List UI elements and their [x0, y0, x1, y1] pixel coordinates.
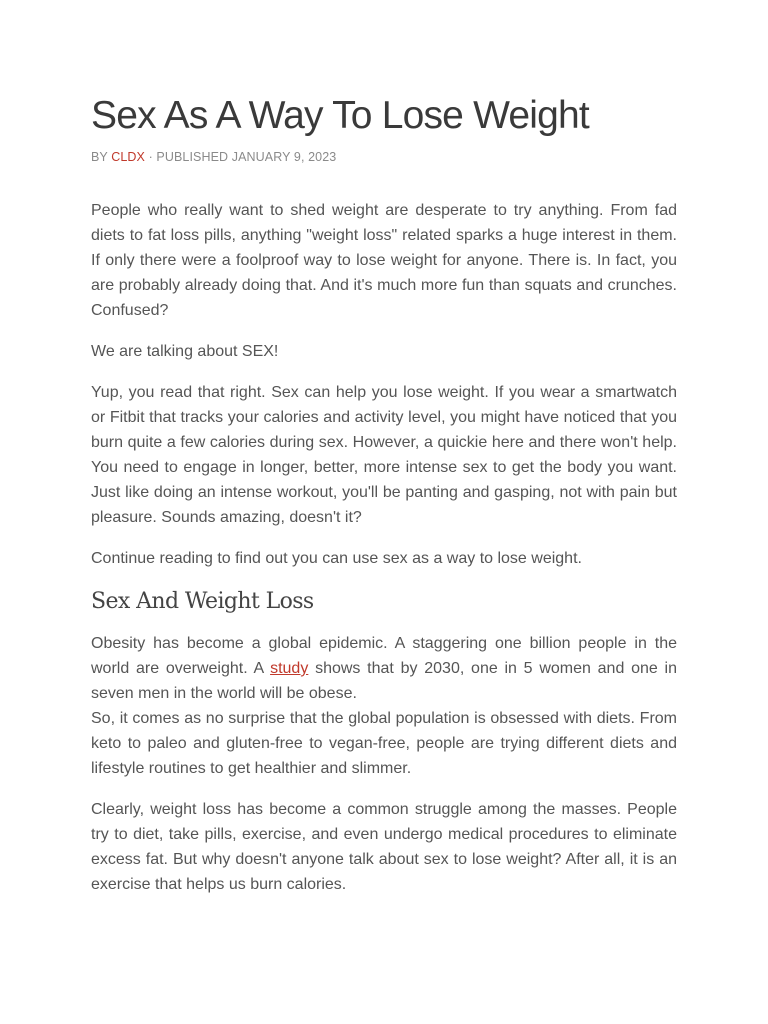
byline	[91, 149, 677, 165]
paragraph-text: shows that by 2030, one in 5 women and one in seven men in the world will be obese.	[91, 660, 677, 702]
section-heading: Sex And Weight Loss	[91, 589, 314, 614]
paragraph: So, it comes as no surprise that the global population is obsessed with diets. From keto to paleo and gluten-free to vegan-free, people are trying different diets and lifestyle routines to get healthier and slimmer.	[91, 710, 677, 777]
paragraph	[91, 631, 677, 706]
page-title: Sex As A Way To Lose Weight	[91, 94, 589, 137]
byline-prefix: BY	[91, 150, 108, 164]
study-link[interactable]: study	[270, 660, 309, 677]
paragraph: Continue reading to find out you can use sex as a way to lose weight.	[91, 550, 582, 567]
article	[91, 92, 677, 913]
published-date: PUBLISHED JANUARY 9, 2023	[156, 150, 337, 164]
paragraph-text: Obesity has become a global epidemic. A staggering one billion people in the world are overweight. A	[91, 635, 677, 677]
paragraph: We are talking about SEX!	[91, 343, 279, 360]
paragraph: Yup, you read that right. Sex can help you lose weight. If you wear a smartwatch or Fitbit that tracks your calories and activity level, you might have noticed that you burn quite a few calories during sex. However, a quickie here and there won't help. You need to engage in longer, better, more intense sex to get the body you want. Just like doing an intense workout, you'll be panting and gasping, not with pain but pleasure. Sounds amazing, doesn't it?	[91, 384, 677, 526]
article-body	[91, 198, 677, 897]
author-link[interactable]: CLDX	[111, 150, 145, 164]
paragraph: Clearly, weight loss has become a common struggle among the masses. People try to diet, take pills, exercise, and even undergo medical procedures to eliminate excess fat. But why doesn't anyone talk about sex to lose weight? After all, it is an exercise that helps us burn calories.	[91, 801, 677, 893]
byline-separator: ·	[148, 150, 153, 164]
intro-paragraph: People who really want to shed weight are desperate to try anything. From fad diets to fat loss pills, anything "weight loss" related sparks a huge interest in them. If only there were a foolproof way to lose weight for anyone. There is. In fact, you are probably already doing that. And it's much more fun than squats and crunches. Confused?	[91, 202, 677, 319]
